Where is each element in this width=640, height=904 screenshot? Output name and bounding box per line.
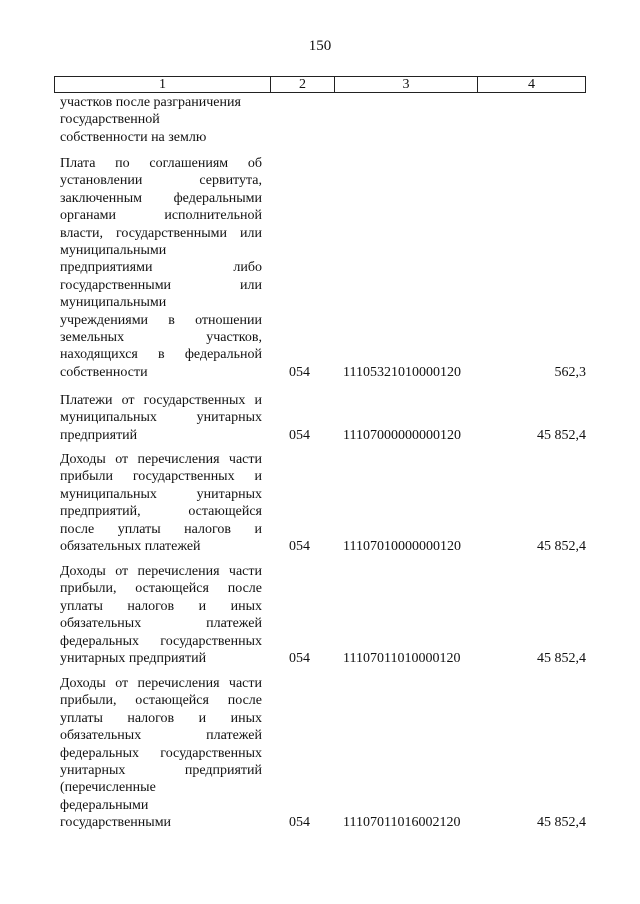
description-line: учреждениями в отношении — [60, 312, 262, 328]
header-col-3: 3 — [335, 77, 478, 92]
row-description — [60, 392, 262, 444]
description-line: федеральных государственных — [60, 745, 262, 761]
description-line: предприятиями либо — [60, 260, 262, 276]
description-line: унитарных предприятий — [60, 651, 207, 667]
row-code: 054 — [289, 651, 310, 667]
description-line: земельных участков, — [60, 330, 262, 346]
page-number: 150 — [308, 38, 332, 54]
row-kbk: 11105321010000120 — [343, 364, 461, 380]
row-description — [60, 675, 262, 832]
row-kbk: 11107000000000120 — [343, 427, 461, 443]
header-col-1: 1 — [55, 77, 271, 92]
description-line: участков после разграничения — [60, 95, 241, 110]
description-line: обязательных платежей — [60, 728, 262, 744]
row-kbk: 11107011010000120 — [343, 651, 461, 667]
header-col-4: 4 — [528, 77, 535, 92]
row-code: 054 — [289, 815, 310, 831]
description-line: собственности — [60, 364, 148, 380]
description-line: муниципальными — [60, 295, 167, 311]
description-line: находящихся в федеральной — [60, 347, 262, 363]
description-line: Доходы от перечисления части — [60, 676, 262, 691]
description-line: уплаты налогов и иных — [60, 598, 262, 614]
description-line: государственной — [60, 112, 160, 128]
description-line: заключенным федеральными — [60, 190, 262, 206]
row-kbk: 11107011016002120 — [343, 815, 461, 831]
description-line: (перечисленные — [60, 780, 156, 796]
table-row — [60, 392, 586, 444]
row-kbk: 11107010000000120 — [343, 539, 461, 555]
row-code: 054 — [289, 539, 310, 555]
table-header — [54, 76, 586, 93]
description-line: государственными — [60, 815, 172, 831]
table-row — [60, 451, 586, 555]
description-line: Платежи от государственных и — [60, 393, 262, 408]
description-line: прибыли государственных и — [60, 469, 262, 485]
table-row — [60, 94, 586, 146]
description-line: Доходы от перечисления части — [60, 452, 262, 467]
description-line: муниципальными — [60, 243, 167, 259]
description-line: уплаты налогов и иных — [60, 710, 262, 726]
description-line: установлении сервитута, — [60, 173, 262, 189]
row-description — [60, 94, 262, 146]
description-line: муниципальных унитарных — [60, 410, 262, 426]
table-row — [60, 563, 586, 667]
description-line: государственными или — [60, 277, 262, 293]
description-line: муниципальных унитарных — [60, 486, 262, 502]
description-line: власти, государственными или — [60, 225, 262, 241]
row-sum: 45 852,4 — [537, 539, 586, 555]
row-sum: 562,3 — [554, 364, 586, 380]
description-line: унитарных предприятий — [60, 763, 262, 779]
description-line: Плата по соглашениям об — [60, 156, 262, 171]
description-line: Доходы от перечисления части — [60, 564, 262, 579]
description-line: собственности на землю — [60, 129, 207, 145]
description-line: федеральных государственных — [60, 633, 262, 649]
description-line: обязательных платежей — [60, 616, 262, 632]
row-sum: 45 852,4 — [537, 651, 586, 667]
row-code: 054 — [289, 427, 310, 443]
description-line: федеральными — [60, 797, 149, 813]
description-line: органами исполнительной — [60, 208, 262, 224]
description-line: предприятий, остающейся — [60, 504, 262, 520]
row-sum: 45 852,4 — [537, 427, 586, 443]
table-row — [60, 675, 586, 832]
description-line: обязательных платежей — [60, 539, 201, 555]
row-description — [60, 451, 262, 555]
row-code: 054 — [289, 364, 310, 380]
row-description — [60, 563, 262, 667]
table-row — [60, 155, 586, 381]
description-line: прибыли, остающейся после — [60, 693, 262, 709]
description-line: прибыли, остающейся после — [60, 581, 262, 597]
row-sum: 45 852,4 — [537, 815, 586, 831]
header-col-2: 2 — [271, 77, 335, 92]
description-line: после уплаты налогов и — [60, 521, 262, 537]
row-description — [60, 155, 262, 381]
description-line: предприятий — [60, 427, 138, 443]
